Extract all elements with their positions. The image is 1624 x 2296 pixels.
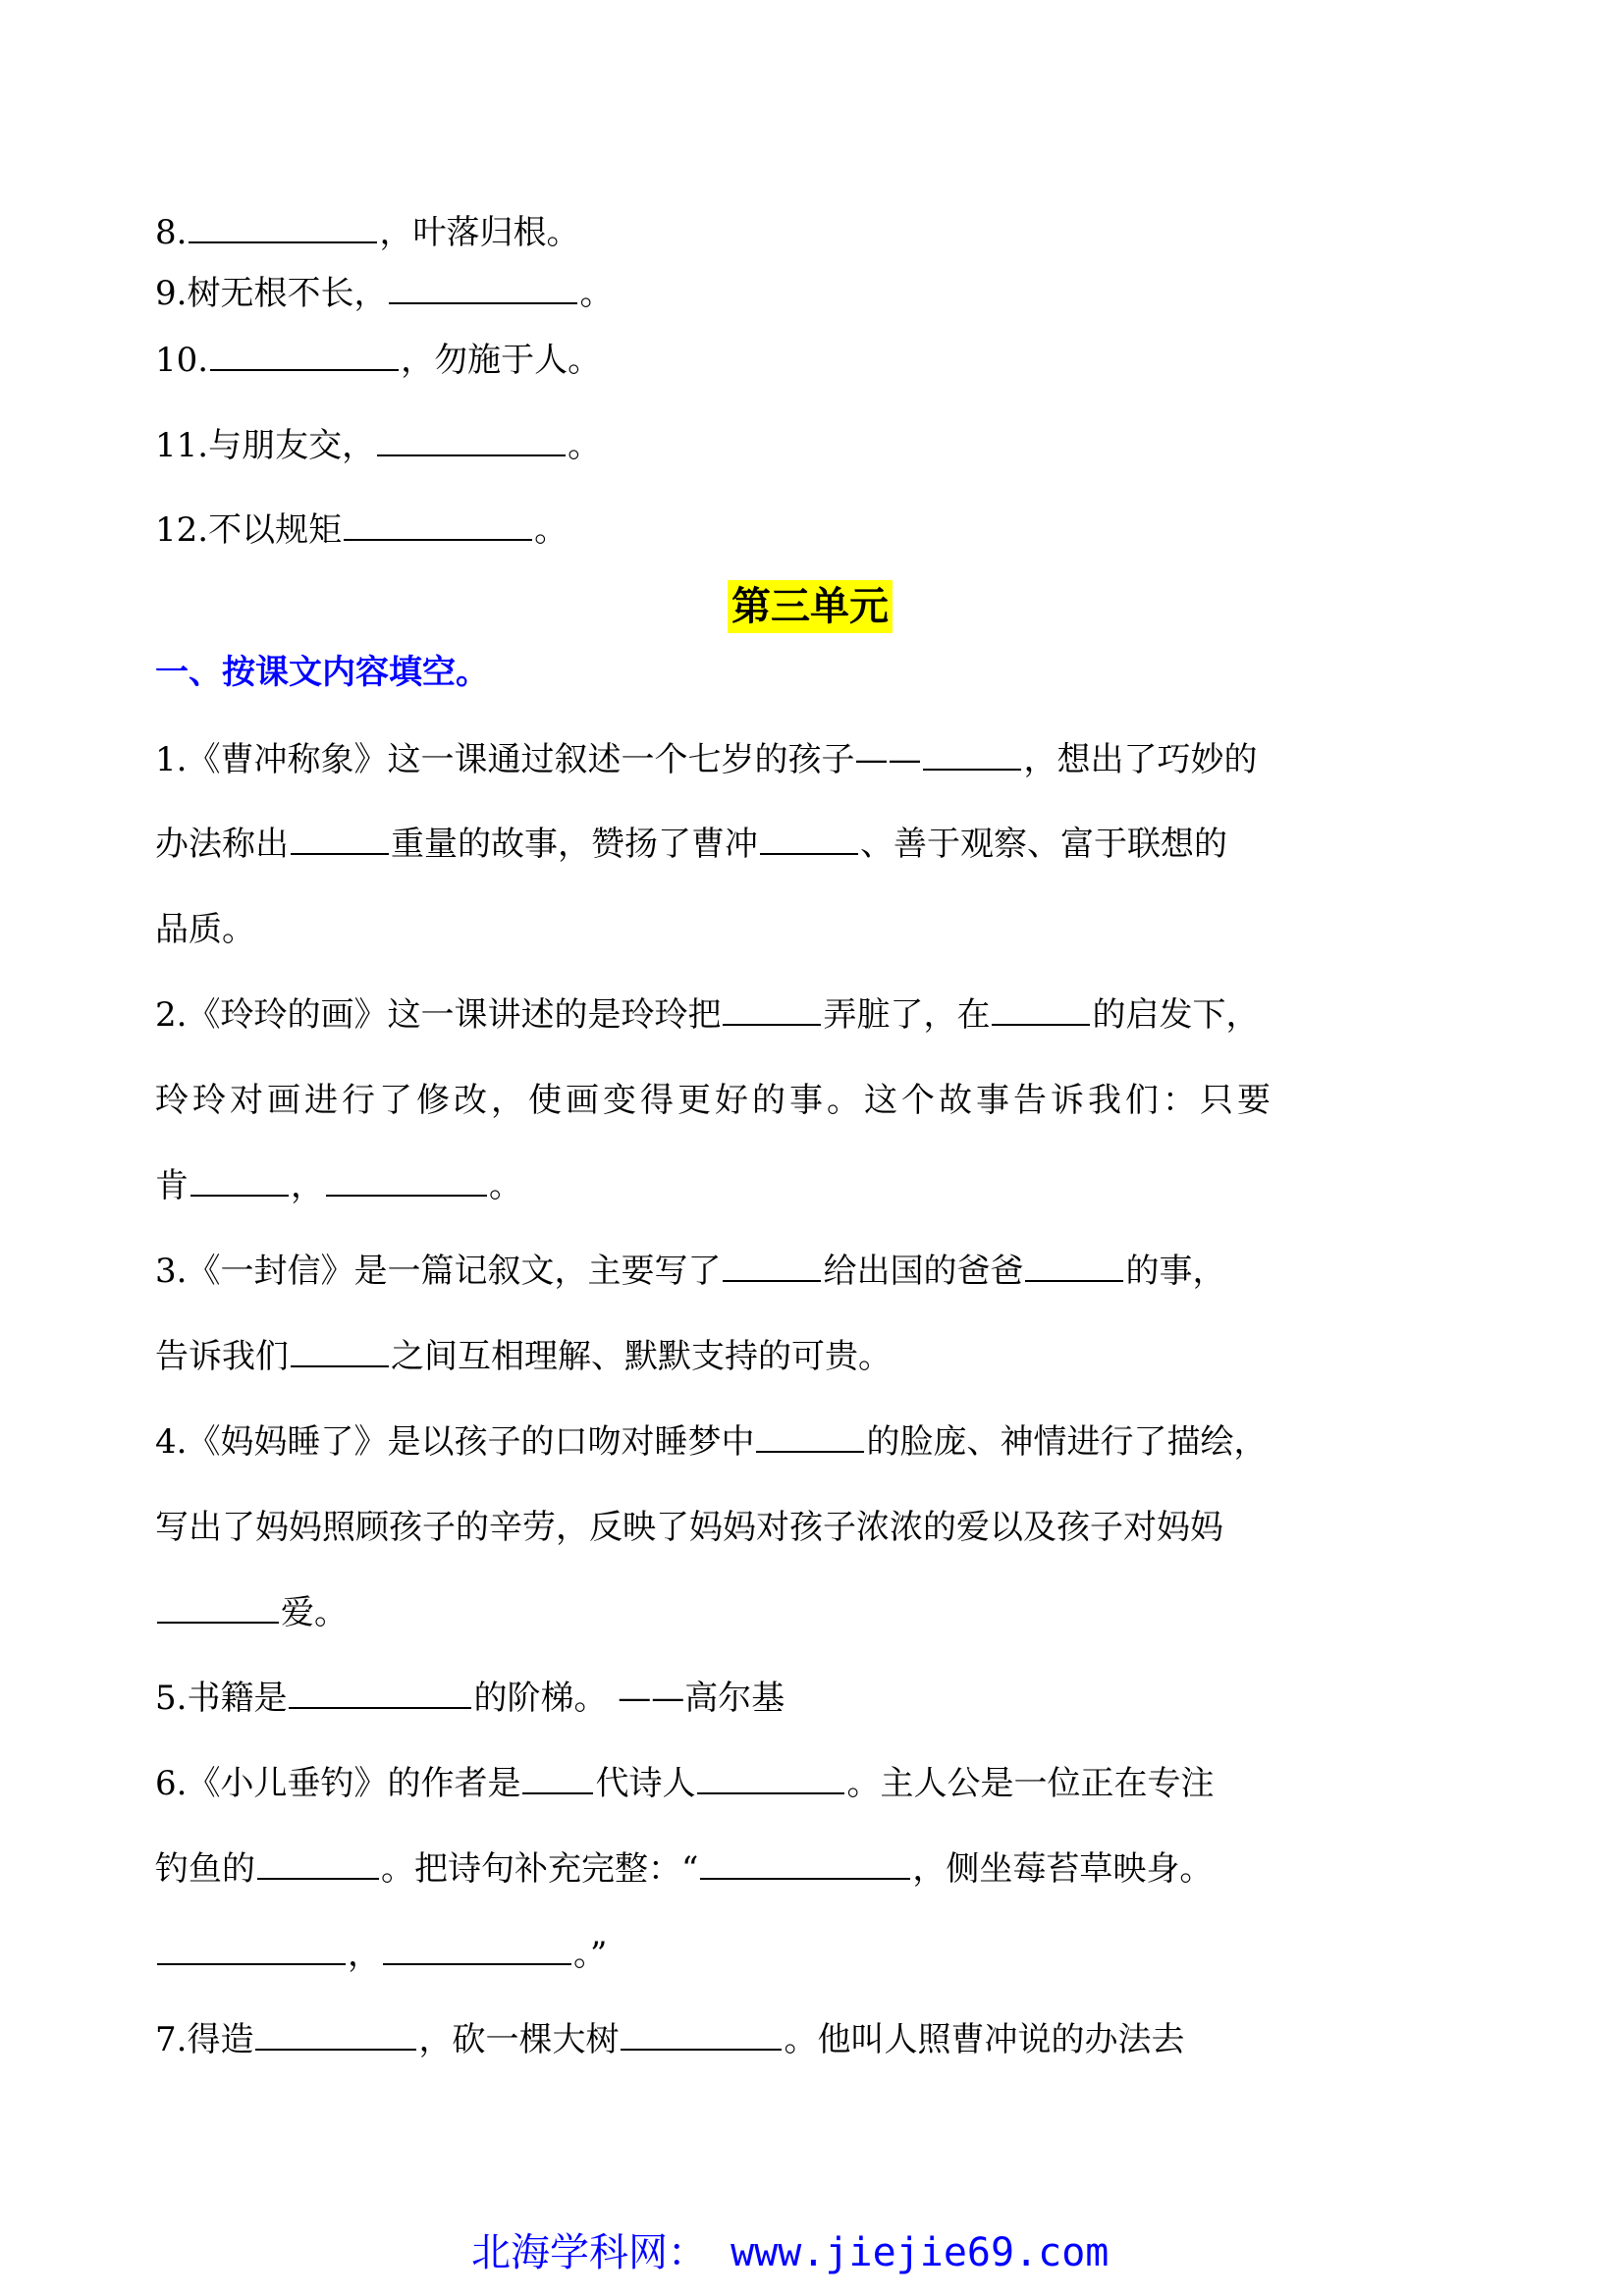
question-text: 1.《曹冲称象》这一课通过叙述一个七岁的孩子—— — [155, 740, 922, 779]
q6-line-1 — [155, 1762, 1214, 1805]
item-text: 8. — [155, 213, 188, 252]
q2-line-3 — [155, 1164, 522, 1207]
q1-line-3 — [155, 908, 255, 951]
answer-blank[interactable] — [992, 994, 1090, 1026]
question-text: 7.得造 — [155, 2020, 254, 2059]
answer-blank[interactable] — [522, 1763, 593, 1794]
footer-website[interactable]: 北海学科网： www.jiejie69.com — [471, 2230, 1110, 2275]
item-9 — [155, 272, 613, 315]
item-text: 。 — [568, 426, 602, 465]
answer-blank[interactable] — [923, 739, 1021, 771]
answer-blank[interactable] — [157, 1934, 346, 1965]
answer-blank[interactable] — [255, 2019, 416, 2051]
question-text: 的脸庞、神情进行了描绘， — [866, 1422, 1268, 1462]
question-text: 6.《小儿垂钓》的作者是 — [155, 1764, 521, 1803]
answer-blank[interactable] — [700, 1848, 910, 1880]
answer-blank[interactable] — [291, 824, 389, 855]
answer-blank[interactable] — [157, 1592, 279, 1624]
question-text: 给出国的爸爸 — [823, 1252, 1024, 1291]
answer-blank[interactable] — [383, 1934, 571, 1965]
question-text: 。” — [573, 1935, 608, 1974]
question-text: 。主人公是一位正在专注 — [846, 1764, 1215, 1803]
q2-line-2 — [155, 1079, 1274, 1122]
question-text: ， — [291, 1166, 324, 1205]
item-10 — [155, 339, 601, 382]
answer-blank[interactable] — [344, 509, 532, 541]
item-text: 9.树无根不长， — [155, 274, 388, 313]
question-text: 钓鱼的 — [155, 1849, 255, 1889]
item-text: 。 — [579, 274, 614, 313]
answer-blank[interactable] — [756, 1421, 864, 1453]
item-text: 。 — [534, 510, 568, 550]
item-11 — [155, 424, 601, 467]
question-text: 3.《一封信》是一篇记叙文，主要写了 — [155, 1252, 722, 1291]
question-text: ，想出了巧妙的 — [1023, 740, 1258, 779]
answer-blank[interactable] — [697, 1763, 844, 1794]
question-text: 弄脏了，在 — [823, 995, 991, 1035]
q5-line-1 — [155, 1677, 785, 1720]
q3-line-2 — [155, 1335, 892, 1378]
question-text: 品质。 — [155, 910, 255, 949]
question-text: 5.书籍是 — [155, 1679, 288, 1718]
question-text: 重量的故事，赞扬了曹冲 — [391, 825, 758, 864]
question-text: 。把诗句补充完整：“ — [381, 1849, 699, 1889]
answer-blank[interactable] — [723, 994, 821, 1026]
answer-blank[interactable] — [621, 2019, 782, 2051]
answer-blank[interactable] — [326, 1165, 487, 1197]
question-text: 4.《妈妈睡了》是以孩子的口吻对睡梦中 — [155, 1422, 755, 1462]
q3-line-1 — [155, 1250, 1225, 1293]
question-text: 之间互相理解、默默支持的可贵。 — [391, 1337, 892, 1376]
question-text: 的阶梯。 ——高尔基 — [473, 1679, 785, 1718]
question-text: ，砍一棵大树 — [418, 2020, 620, 2059]
item-12 — [155, 508, 568, 552]
q4-line-3 — [155, 1591, 348, 1634]
answer-blank[interactable] — [389, 273, 577, 304]
question-text: 告诉我们 — [155, 1337, 289, 1376]
answer-blank[interactable] — [1025, 1251, 1123, 1282]
question-text: 代诗人 — [595, 1764, 696, 1803]
item-text: ，叶落归根。 — [379, 213, 580, 252]
question-text: ， — [348, 1935, 381, 1974]
section-heading: 一、按课文内容填空。 — [155, 653, 489, 692]
item-text: 12.不以规矩 — [155, 510, 343, 550]
question-text: 、善于观察、富于联想的 — [860, 825, 1227, 864]
question-text: 2.《玲玲的画》这一课讲述的是玲玲把 — [155, 995, 722, 1035]
item-8 — [155, 211, 579, 254]
question-text: 爱。 — [281, 1593, 348, 1632]
answer-blank[interactable] — [289, 1678, 471, 1709]
question-text: 。他叫人照曹冲说的办法去 — [784, 2020, 1185, 2059]
answer-blank[interactable] — [723, 1251, 821, 1282]
q1-line-2 — [155, 823, 1227, 866]
question-text: 肯 — [155, 1166, 189, 1205]
answer-blank[interactable] — [190, 1165, 289, 1197]
item-text: 10. — [155, 341, 209, 380]
answer-blank[interactable] — [760, 824, 858, 855]
unit-title: 第三单元 — [728, 580, 893, 633]
answer-blank[interactable] — [189, 212, 377, 243]
question-text: ，侧坐莓苔草映身。 — [912, 1849, 1214, 1889]
q6-line-2 — [155, 1847, 1213, 1891]
question-text: 办法称出 — [155, 825, 289, 864]
answer-blank[interactable] — [377, 425, 566, 456]
q2-line-1 — [155, 993, 1259, 1037]
answer-blank[interactable] — [257, 1848, 379, 1880]
question-text: 。 — [489, 1166, 522, 1205]
q7-line-1 — [155, 2018, 1184, 2061]
question-text: 的事， — [1125, 1252, 1226, 1291]
item-text: 11.与朋友交， — [155, 426, 376, 465]
question-text: 玲玲对画进行了修改，使画变得更好的事。这个故事告诉我们：只要 — [155, 1081, 1274, 1120]
question-text: 写出了妈妈照顾孩子的辛劳，反映了妈妈对孩子浓浓的爱以及孩子对妈妈 — [155, 1508, 1223, 1547]
item-text: ，勿施于人。 — [401, 341, 602, 380]
answer-blank[interactable] — [210, 340, 399, 371]
q6-line-3 — [155, 1933, 607, 1976]
question-text: 的启发下， — [1092, 995, 1260, 1035]
answer-blank[interactable] — [291, 1336, 389, 1367]
q4-line-2 — [155, 1506, 1223, 1549]
q1-line-1 — [155, 738, 1257, 781]
q4-line-1 — [155, 1420, 1267, 1464]
